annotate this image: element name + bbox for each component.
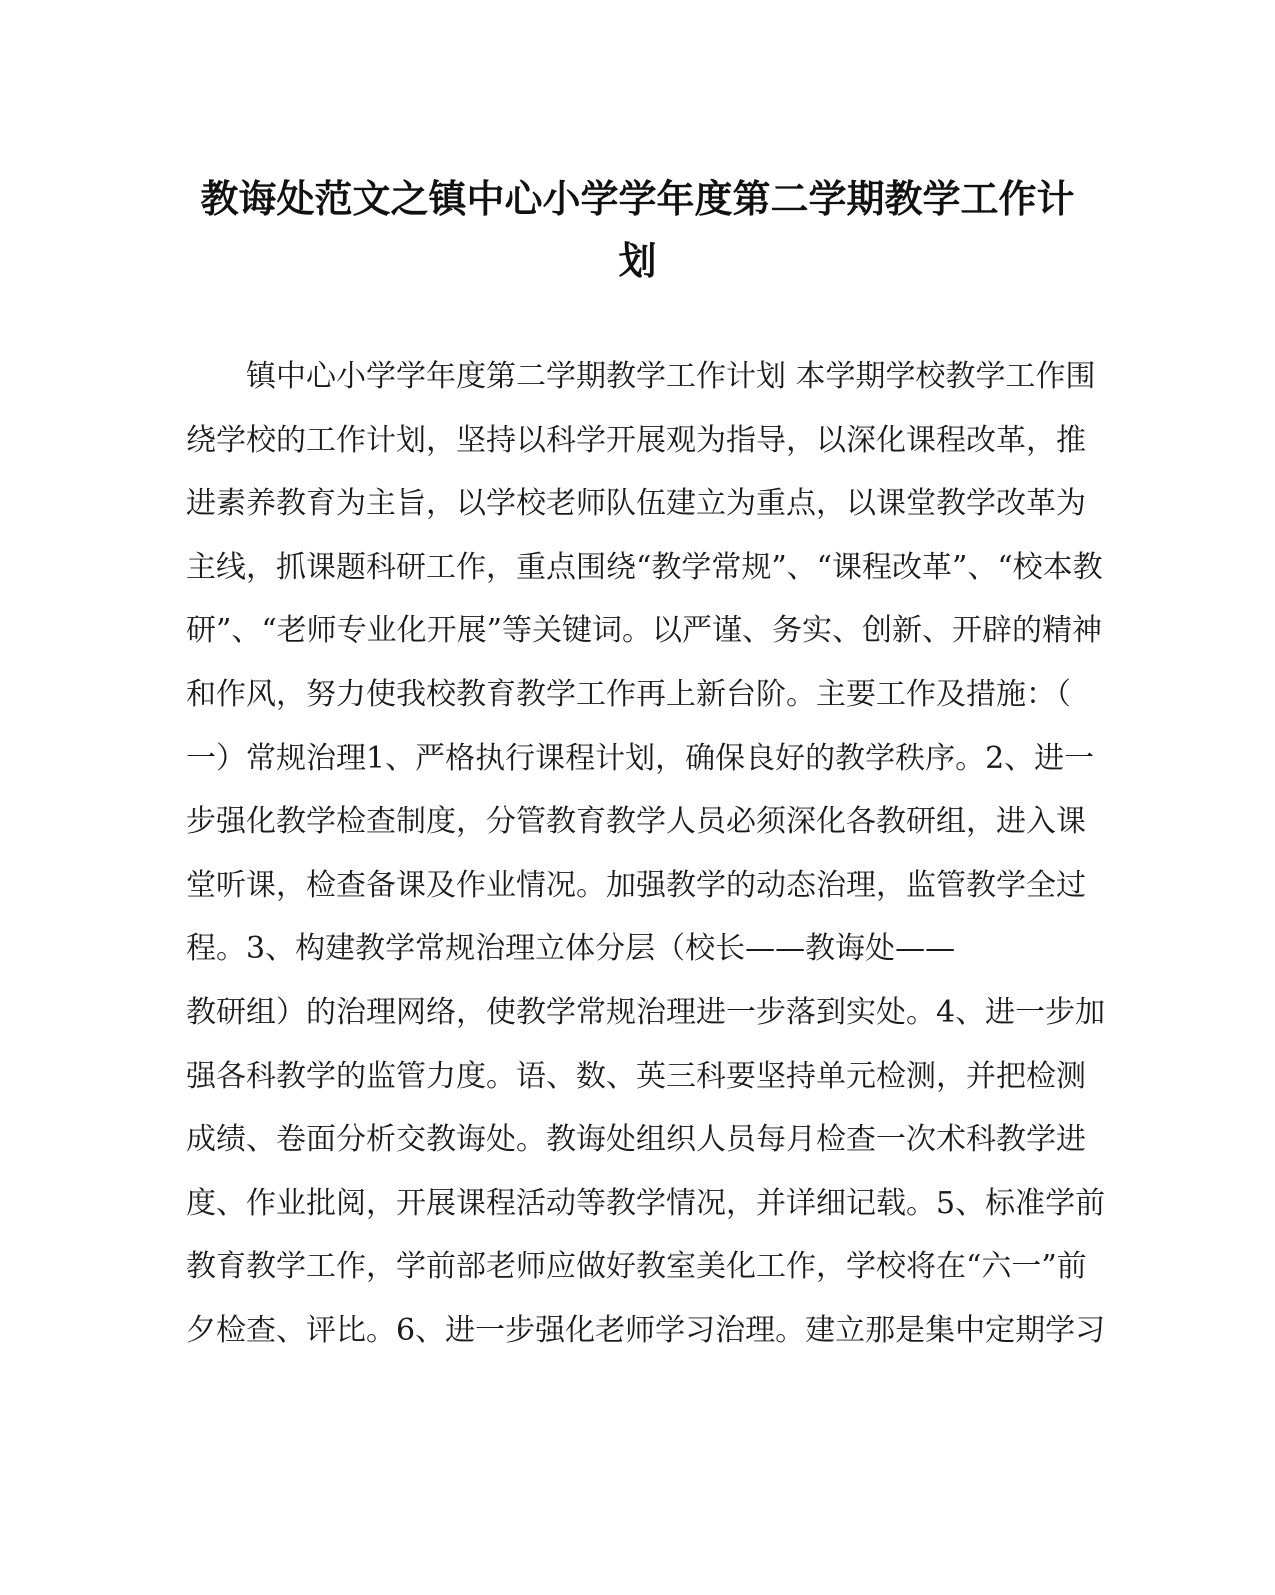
body-line: 步强化教学检查制度，分管教育教学人员必须深化各教研组，进入课 (186, 804, 1086, 840)
body-line: 一）常规治理1、严格执行课程计划，确保良好的教学秩序。2、进一 (186, 740, 1095, 776)
body-line: 绕学校的工作计划，坚持以科学开展观为指导，以深化课程改革，推 (186, 422, 1086, 458)
body-line: 主线，抓课题科研工作，重点围绕“教学常规”、“课程改革”、“校本教 (186, 549, 1103, 585)
document-body (186, 345, 1106, 1363)
body-line: 教研组）的治理网络，使教学常规治理进一步落到实处。4、进一步加 (186, 994, 1106, 1030)
body-line: 度、作业批阅，开展课程活动等教学情况，并详细记载。5、标准学前 (186, 1185, 1106, 1221)
body-line: 夕检查、评比。6、进一步强化老师学习治理。建立那是集中定期学习 (186, 1312, 1106, 1348)
body-line: 强各科教学的监管力度。语、数、英三科要坚持单元检测，并把检测 (186, 1058, 1086, 1094)
body-line: 进素养教育为主旨，以学校老师队伍建立为重点，以课堂教学改革为 (186, 486, 1086, 522)
body-line: 堂听课，检查备课及作业情况。加强教学的动态治理，监管教学全过 (186, 867, 1086, 903)
body-line: 研”、“老师专业化开展”等关键词。以严谨、务实、创新、开辟的精神 (186, 613, 1103, 649)
body-line: 镇中心小学学年度第二学期教学工作计划 本学期学校教学工作围 (246, 359, 1096, 394)
body-line: 教育教学工作，学前部老师应做好教室美化工作，学校将在“六一”前 (186, 1249, 1087, 1285)
body-line: 程。3、构建教学常规治理立体分层（校长——教诲处—— (186, 931, 956, 967)
document-title: 教诲处范文之镇中心小学学年度第二学期教学工作计划 (200, 176, 1075, 283)
body-line: 和作风，努力使我校教育教学工作再上新台阶。主要工作及措施：（ (186, 676, 1071, 712)
body-line: 成绩、卷面分析交教诲处。教诲处组织人员每月检查一次术科教学进 (186, 1122, 1086, 1158)
